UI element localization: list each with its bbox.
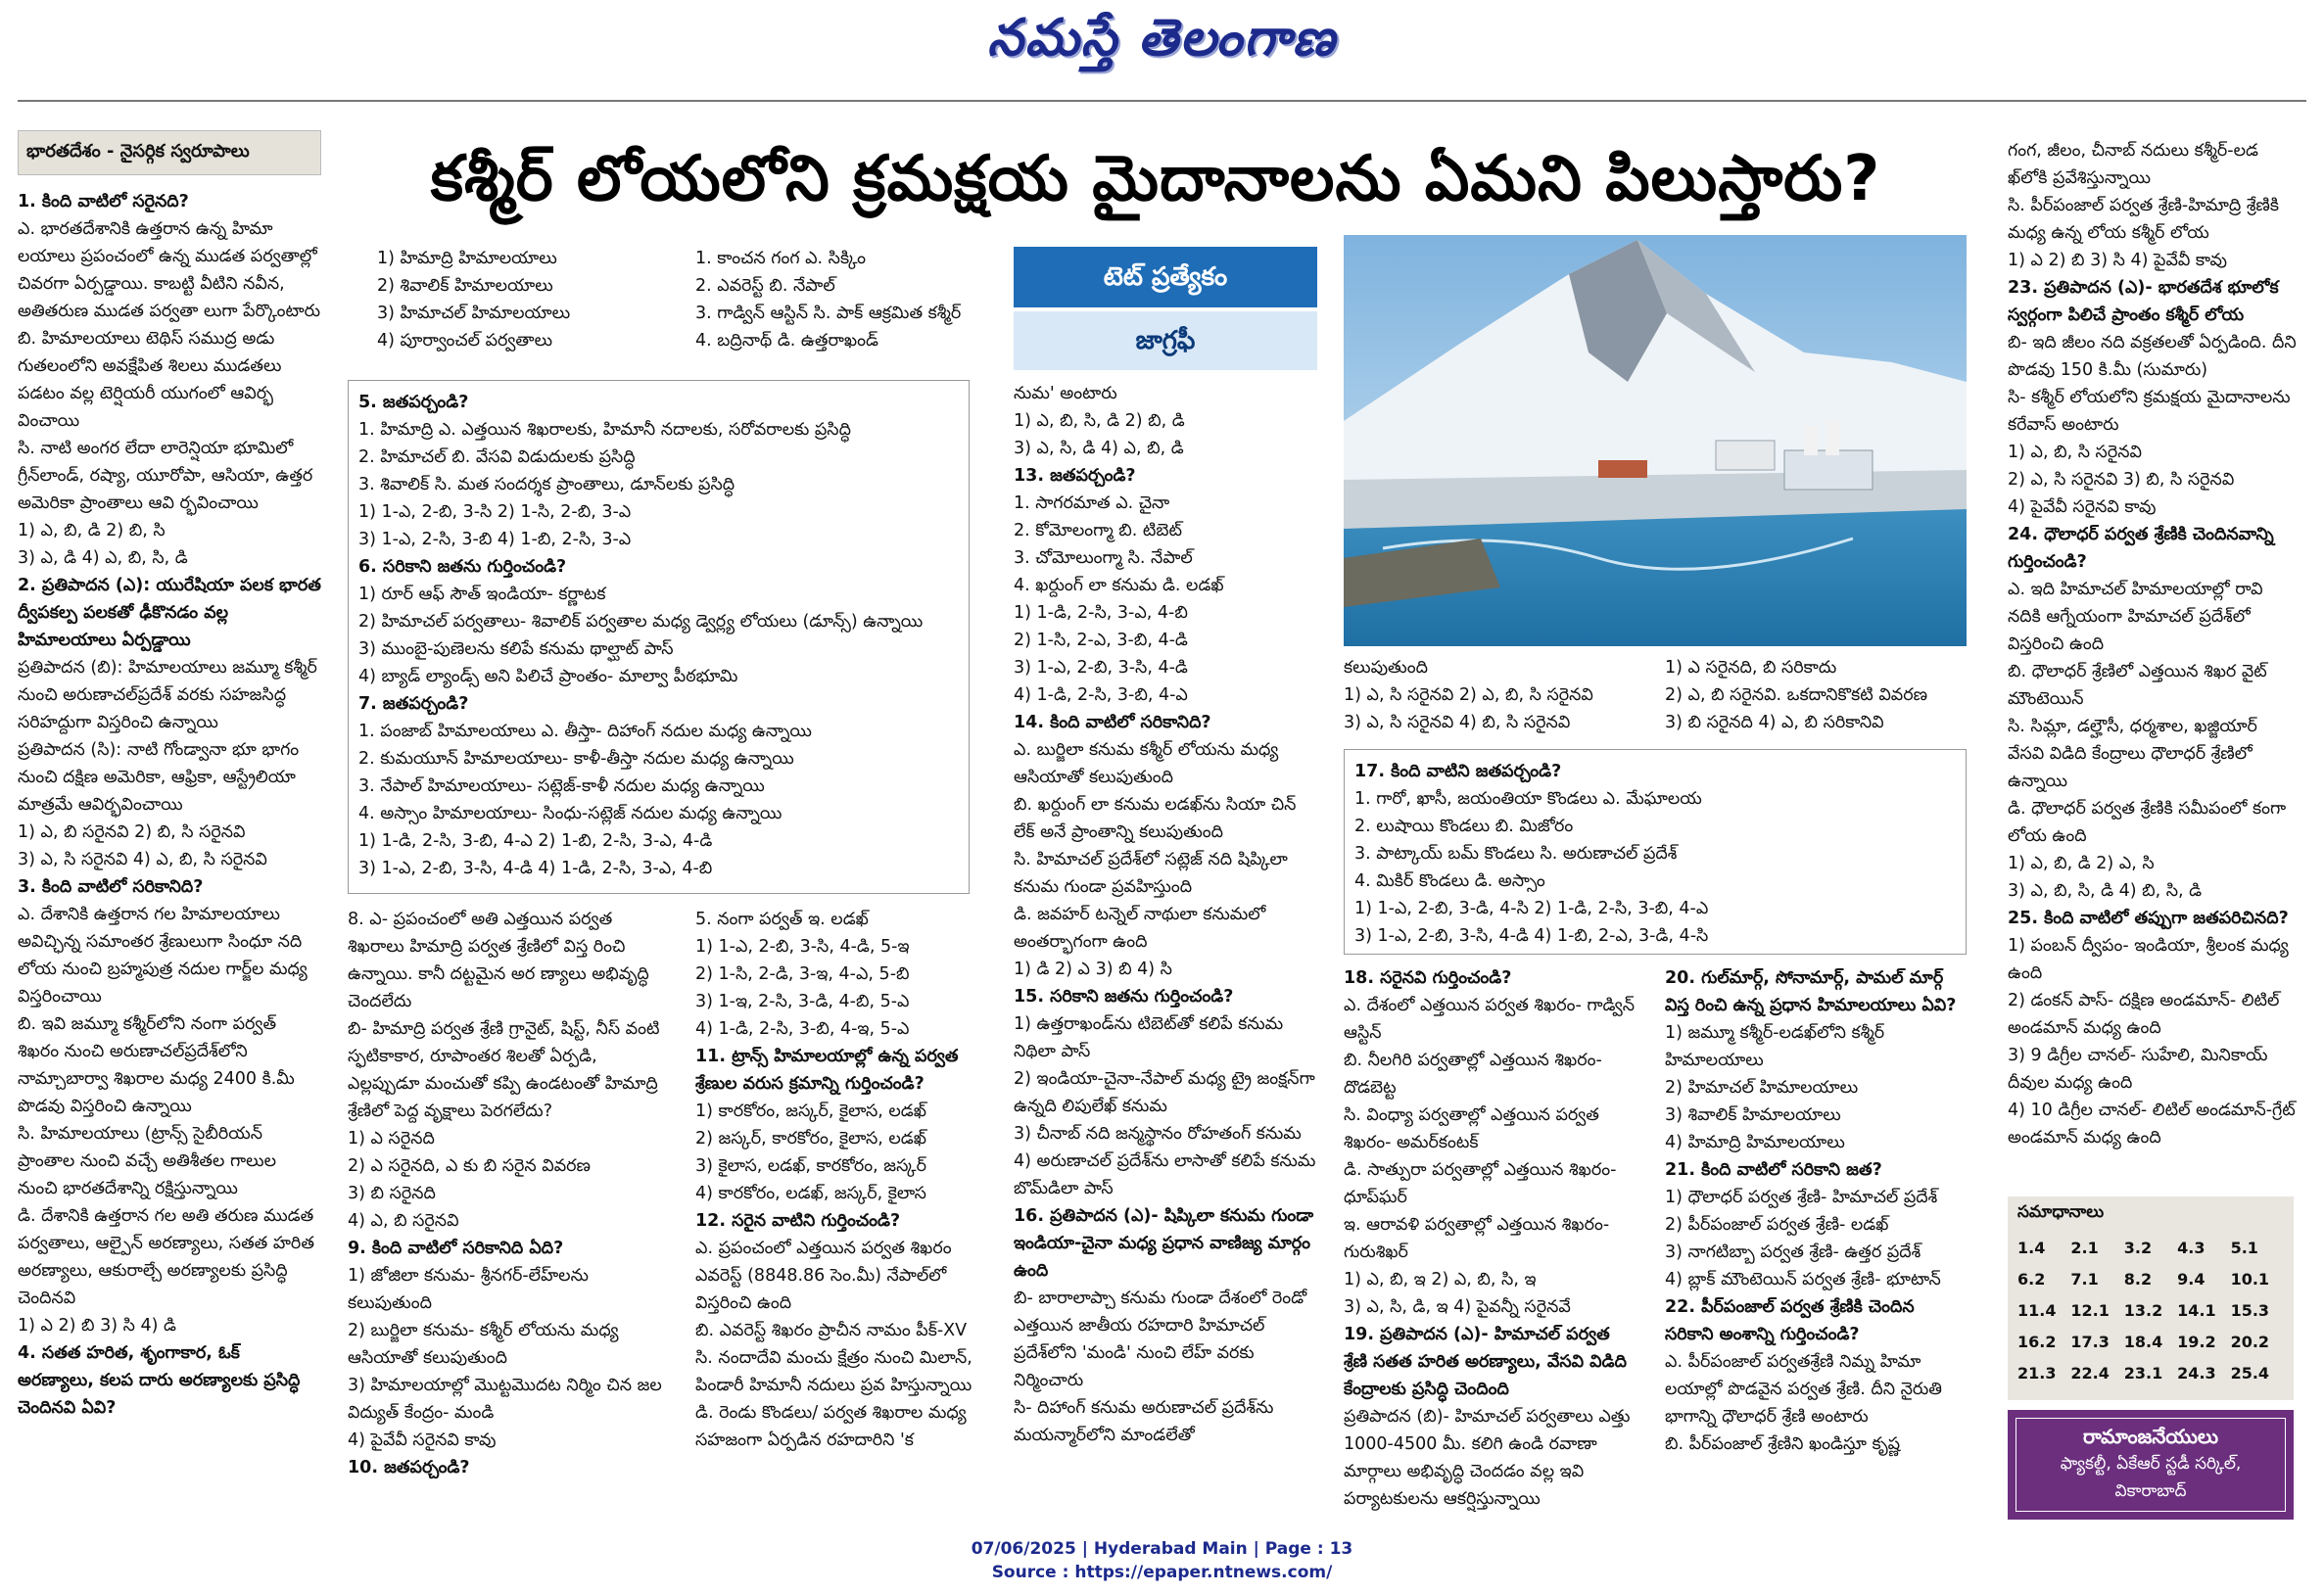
text-line: 3) 1-ఎ, 2-సి, 3-బి 4) 1-బి, 2-సి, 3-ఎ — [358, 530, 632, 549]
column-1-text — [18, 188, 321, 1422]
text-line: 1) ధౌలాధర్ పర్వత శ్రేణి- హిమాచల్ ప్రదేశ్ — [1665, 1188, 1938, 1207]
text-line: 3. శివాలిక్ సి. మత సందర్శక ప్రాంతాలు, డూన్‌లకు ప్రసిద్ధి — [358, 475, 735, 494]
text-line: ఎ. భారతదేశానికి ఉత్తరాన ఉన్న హిమా లయాలు ప్రపంచంలో ఉన్న ముడత పర్వతాల్లో చివరగా ఏర్పడ్డాయి. కాబట్టి వీటిని నవీన, అతితరుణ ముడత పర్వతా లుగా పేర్కొంటారు — [18, 219, 321, 321]
question-line: 4. సతత హరిత, శృంగాకార, ఓక్ అరణ్యాలు, కలప దారు అరణ్యాలకు ప్రసిద్ధి చెందినవి ఏవి? — [18, 1343, 301, 1418]
text-line: 1) ఎ, బి, సి, డి 2) బి, డి — [1014, 411, 1185, 431]
text-line: 4) ఎ, బి సరైనవి — [348, 1211, 459, 1231]
tet-special-banner: టెట్ ప్రత్యేకం — [1014, 247, 1317, 307]
text-line: 3) ఎ, బి, సి, డి 4) బి, సి, డి — [2008, 881, 2203, 901]
text-line: 1) ఎ, బి, సి సరైనవి — [2008, 443, 2142, 462]
text-line: బి. ఇవి జమ్మూ కశ్మీర్‌లోని నంగా పర్వత్ శిఖరం నుంచి అరుణాచల్‌ప్రదేశ్‌లోని నామ్చాబార్వా శిఖరాల మధ్య 2400 కి.మీ పొడవు విస్తరించి ఉన్నాయి — [18, 1014, 295, 1116]
column-2-top — [377, 245, 671, 362]
subject-banner: జాగ్రఫీ — [1014, 311, 1317, 370]
question-line: 2. ప్రతిపాదన (ఎ): యురేషియా పలక భారత ద్వీపకల్ప పలకతో ఢీకొనడం వల్ల హిమాలయాలు ఏర్పడ్డాయి — [18, 576, 321, 650]
column-3-bottom-text — [695, 906, 999, 1454]
answer-cell: 24.3 — [2177, 1363, 2216, 1383]
text-line: 3) కైలాస, లడఖ్, కారకోరం, జస్కర్ — [695, 1156, 926, 1176]
text-line: 4) బ్లాక్ మౌంటెయిన్ పర్వత శ్రేణి- భూటాన్ — [1665, 1270, 1941, 1289]
q4-options — [377, 245, 671, 354]
text-line: 2. లుషాయి కొండలు బి. మిజోరం — [1354, 817, 1574, 836]
text-line: 5. నంగా పర్వత్ ఇ. లడఖ్ — [695, 910, 869, 929]
question-line: 3. కింది వాటిలో సరికానిది? — [18, 877, 204, 897]
text-line: 2. ఎవరెస్ట్ బి. నేపాల్ — [695, 276, 835, 296]
text-line: 4) 1-డి, 2-సి, 3-బి, 4-ఇ, 5-ఎ — [695, 1019, 910, 1039]
text-line: 1) ఎ, బి, డి 2) బి, సి — [18, 521, 166, 540]
answer-cell: 23.1 — [2123, 1363, 2163, 1383]
text-line: బి. పీర్‌పంజాల్ శ్రేణిని ఖండిస్తూ కృష్ణ — [1665, 1434, 1901, 1454]
text-line: 3. నేపాల్ హిమాలయాలు- సట్లెజ్-కాళీ నదుల మధ్య ఉన్నాయి — [358, 776, 765, 796]
text-line: సి. నందాదేవి మంచు క్షేత్రం నుంచి మిలాన్, పిండారీ హిమానీ నదులు ప్రవ హిస్తున్నాయి — [695, 1348, 972, 1395]
text-line: 4) అరుణాచల్ ప్రదేశ్‌ను లాసాతో కలిపే కనుమ బొమ్‌డిలా పాస్ — [1014, 1151, 1316, 1198]
text-line: 1) 1-ఎ, 2-బి, 3-డి, 4-సి 2) 1-డి, 2-సి, 3-బి, 4-ఎ — [1354, 899, 1709, 918]
text-line: 4. మికిర్ కొండలు డి. అస్సాం — [1354, 871, 1545, 891]
question-line: 23. ప్రతిపాదన (ఎ)- భారతదేశ భూలోక స్వర్గంగా పిలిచే ప్రాంతం కశ్మీర్ లోయ — [2008, 278, 2279, 325]
text-line: డి. సాత్పురా పర్వతాల్లో ఎత్తయిన శిఖరం- ధూప్‌ఘర్ — [1344, 1160, 1617, 1207]
answer-cell: 10.1 — [2230, 1269, 2270, 1289]
answer-cell: 22.4 — [2070, 1363, 2110, 1383]
author-affiliation: ఫ్యాకల్టీ, ఏకేఆర్ స్టడీ సర్కిల్, — [2060, 1454, 2242, 1474]
question-line: 19. ప్రతిపాదన (ఎ)- హిమాచల్ పర్వత శ్రేణి సతత హరిత అరణ్యాలు, వేసవి విడిది కేంద్రాలకు ప్రసిద్ధి చెందింది — [1344, 1325, 1627, 1399]
text-line: 2) ఎ, సి సరైనవి 3) బి, సి సరైనవి — [2008, 470, 2235, 490]
column-5-mid — [1344, 654, 1637, 742]
text-line: సి. వింధ్యా పర్వతాల్లో ఎత్తయిన పర్వత శిఖరం- అమర్‌కంటక్ — [1344, 1105, 1599, 1152]
question-line: 6. సరికాని జతను గుర్తించండి? — [358, 557, 567, 577]
column-5 — [1344, 964, 1637, 1518]
text-line: డి. రెండు కొండలు/ పర్వత శిఖరాల మధ్య సహజంగా ఏర్పడిన రహదారిని 'క — [695, 1403, 967, 1450]
text-line: 2) ఎ సరైనది, ఎ కు బి సరైన వివరణ — [348, 1156, 591, 1176]
newspaper-logo: నమస్తే తెలంగాణ — [987, 8, 1337, 68]
text-line: 2) శివాలిక్ హిమాలయాలు — [377, 276, 553, 296]
text-line: 3) ఎ, సి, డి 4) ఎ, బి, డి — [1014, 439, 1184, 458]
text-line: 1) 1-ఎ, 2-బి, 3-సి, 4-డి, 5-ఇ — [695, 937, 910, 957]
text-line: 4) 10 డిగ్రీల చానల్- లిటిల్ అండమాన్-గ్రేట్ అండమాన్ మధ్య ఉంది — [2008, 1101, 2296, 1148]
author-box — [2008, 1410, 2294, 1520]
text-line: 2) పీర్‌పంజాల్ పర్వత శ్రేణి- లడఖ్ — [1665, 1215, 1889, 1235]
text-line: 4) కారకోరం, లడఖ్, జస్కర్, కైలాస — [695, 1184, 926, 1203]
text-line: 1) 1-డి, 2-సి, 3-బి, 4-ఎ 2) 1-బి, 2-సి, 3-ఎ, 4-డి — [358, 831, 713, 851]
question-line: 10. జతపర్చండి? — [348, 1458, 470, 1477]
q16-options — [1344, 654, 1637, 736]
text-line: బి. ఖర్దుంగ్ లా కనుమ లడఖ్‌ను సియా చిన్ లేక్ అనే ప్రాంతాన్ని కలుపుతుంది — [1014, 795, 1297, 842]
footer-source-link[interactable]: Source : https://epaper.ntnews.com/ — [991, 1563, 1333, 1582]
text-line: 8. ఎ- ప్రపంచంలో అతి ఎత్తయిన పర్వత శిఖరాలు హిమాద్రి పర్వత శ్రేణిలో విస్త రించి ఉన్నాయి. కానీ దట్టమైన అర ణ్యాలు అభివృద్ధి చెందలేదు — [348, 910, 649, 1011]
column-3-top — [695, 245, 999, 362]
text-line: ఎ. ఇది హిమాచల్ హిమాలయాల్లో రావి నదికి ఆగ్నేయంగా హిమాచల్ ప్రదేశ్‌లో విస్తరించి ఉంది — [2008, 580, 2263, 654]
text-line: ఎ. దేశంలో ఎత్తయిన పర్వత శిఖరం- గాడ్విన్ ఆస్టిన్ — [1344, 996, 1636, 1043]
text-line: 3) నాగటిబ్బా పర్వత శ్రేణి- ఉత్తర ప్రదేశ్ — [1665, 1242, 1921, 1262]
text-line: 1) జమ్మూ కశ్మీర్-లడఖ్‌లోని కశ్మీర్ హిమాలయాలు — [1665, 1023, 1885, 1070]
question-line: 11. ట్రాన్స్ హిమాలయాల్లో ఉన్న పర్వత శ్రేణుల వరుస క్రమాన్ని గుర్తించండి? — [695, 1047, 959, 1094]
column-4 — [1014, 380, 1317, 1516]
masthead — [0, 0, 2324, 88]
author-name: రామాంజనేయులు — [2082, 1425, 2219, 1448]
column-7-text — [2008, 137, 2297, 1151]
text-line: 3) శివాలిక్ హిమాలయాలు — [1665, 1105, 1841, 1125]
text-line: 1) ఎ సరైనది — [348, 1129, 435, 1149]
author-location: వికారాబాద్ — [2114, 1481, 2187, 1501]
answer-cell: 6.2 — [2017, 1269, 2046, 1289]
text-line: 4) పైవేవీ సరైనవి కావు — [2008, 497, 2157, 517]
question-17-box — [1344, 749, 1967, 955]
answer-cell: 21.3 — [2017, 1363, 2057, 1383]
answers-title: సమాధానాలు — [2017, 1202, 2105, 1222]
text-line: 2) డంకన్ పాస్- దక్షిణ అండమాన్- లిటిల్ అండమాన్ మధ్య ఉంది — [2008, 991, 2280, 1038]
text-line: 2) ఎ, బి సరైనవి. ఒకదానికొకటి వివరణ — [1665, 685, 1928, 705]
text-line: కలుపుతుంది — [1344, 658, 1428, 678]
column-7 — [2008, 137, 2297, 1185]
text-line: 1) ఎ 2) బి 3) సి 4) డి — [18, 1316, 176, 1336]
text-line: సి. హిమాచల్ ప్రదేశ్‌లో సట్లెజ్ నది షిప్కిలా కనుమ గుండా ప్రవహిస్తుంది — [1014, 850, 1288, 897]
answer-cell: 25.4 — [2230, 1363, 2270, 1383]
text-line: 3) ఎ, సి సరైనవి 4) బి, సి సరైనవి — [1344, 713, 1571, 732]
text-line: 1) ఎ సరైనది, బి సరికాదు — [1665, 658, 1837, 678]
text-line: 1) హిమాద్రి హిమాలయాలు — [377, 249, 557, 268]
masthead-divider — [18, 100, 2306, 102]
text-line: సి. నాటి అంగర లేదా లారెన్షియా భూమిలో గ్రీన్‌లాండ్, రష్యా, యూరోపా, ఆసియా, ఉత్తర అమెరికా ప్రాంతాలు ఆవి ర్భవించాయి — [18, 439, 313, 513]
answers-table — [2017, 1232, 2284, 1388]
answer-cell: 3.2 — [2123, 1238, 2153, 1257]
text-line: 3) ఎ, డి 4) ఎ, బి, సి, డి — [18, 548, 188, 568]
question-line: 1. కింది వాటిలో సరైనది? — [18, 192, 189, 211]
text-line: సి. హిమాలయాలు (ట్రాన్స్ సైబీరియన్ ప్రాంతాల నుంచి వచ్చే అతిశీతల గాలుల నుంచి భారతదేశాన్ని రక్షిస్తున్నాయి — [18, 1124, 276, 1198]
column-6-text — [1665, 964, 1968, 1458]
answers-row — [2017, 1232, 2284, 1263]
text-line: 3. చోమోలుంగ్మా సి. నేపాల్ — [1014, 548, 1193, 568]
answer-cell: 5.1 — [2230, 1238, 2258, 1257]
text-line: 4. ఖర్దుంగ్ లా కనుమ డి. లడఖ్ — [1014, 576, 1224, 595]
answer-cell: 1.4 — [2017, 1238, 2046, 1257]
column-4-text — [1014, 380, 1317, 1449]
box-2-text — [1354, 758, 1956, 950]
question-line: 9. కింది వాటిలో సరికానిది ఏది? — [348, 1239, 564, 1258]
box-1-text — [358, 389, 959, 882]
answer-cell: 18.4 — [2123, 1332, 2163, 1351]
text-line: ఎ. దేశానికి ఉత్తరాన గల హిమాలయాలు అవిచ్ఛిన్న సమాంతర శ్రేణులుగా సింధూ నది లోయ నుంచి బ్రహ్మపుత్ర నదుల గార్జ్‌ల మధ్య విస్తరించాయి — [18, 905, 308, 1007]
column-5-text — [1344, 964, 1637, 1513]
text-line: 1) ఎ, బి సరైనవి 2) బి, సి సరైనవి — [18, 822, 246, 842]
text-line: 3) 1-ఎ, 2-బి, 3-సి, 4-డి — [1014, 658, 1188, 678]
text-line: 3) చీనాబ్ నది జన్మస్థానం రోహతంగ్ కనుమ — [1014, 1124, 1302, 1144]
text-line: 4) హిమాద్రి హిమాలయాలు — [1665, 1133, 1845, 1152]
answer-cell: 8.2 — [2123, 1269, 2153, 1289]
text-line: బి- బారాలాప్చా కనుమ గుండా దేశంలో రెండో ఎత్తయిన జాతీయ రహదారి హిమాచల్ ప్రదేశ్‌లోని 'మండి' నుంచి లేహ్ వరకు నిర్మించారు — [1014, 1289, 1307, 1390]
text-line: ప్రతిపాదన (సి): నాటి గోండ్వానా భూ భాగం నుంచి దక్షిణ అమెరికా, ఆఫ్రికా, ఆస్ట్రేలియా మాత్రమే ఆవిర్భవించాయి — [18, 740, 300, 815]
questions-5-7-box — [348, 380, 970, 894]
text-line: 2) 1-సి, 2-ఎ, 3-బి, 4-డి — [1014, 631, 1188, 650]
text-line: 1) పంబన్ ద్వీపం- ఇండియా, శ్రీలంక మధ్య ఉంది — [2008, 936, 2289, 983]
text-line: 3) 1-ఇ, 2-సి, 3-డి, 4-బి, 5-ఎ — [695, 992, 910, 1011]
text-line: డి. దేశానికి ఉత్తరాన గల అతి తరుణ ముడత పర్వతాలు, ఆల్పైన్ అరణ్యాలు, సతత హరిత అరణ్యాలు, ఆకురాల్చే అరణ్యాలకు ప్రసిద్ధి చెందినవి — [18, 1206, 314, 1308]
question-line: 12. సరైన వాటిని గుర్తించండి? — [695, 1211, 901, 1231]
footer-edition-info: 07/06/2025 | Hyderabad Main | Page : 13 — [971, 1539, 1353, 1559]
text-line: 1) 1-డి, 2-సి, 3-ఎ, 4-బి — [1014, 603, 1188, 623]
article-headline: కశ్మీర్ లోయలోని క్రమక్షయ మైదానాలను ఏమని పిలుస్తారు? — [430, 143, 1881, 215]
question-line: 5. జతపర్చండి? — [358, 393, 469, 412]
text-line: ఎ. పీర్‌పంజాల్ పర్వతశ్రేణి నిమ్న హిమా లయాల్లో పొడవైన పర్వత శ్రేణి. దీని నైరుతి భాగాన్ని ధౌలాధర్ శ్రేణి అంటారు — [1665, 1352, 1942, 1427]
answer-cell: 16.2 — [2017, 1332, 2057, 1351]
answers-row — [2017, 1326, 2284, 1357]
question-line: 25. కింది వాటిలో తప్పుగా జతపరిచినది? — [2008, 909, 2289, 928]
text-line: 1. సాగరమాత ఎ. చైనా — [1014, 493, 1170, 513]
text-line: 1) ఎ, సి సరైనవి 2) ఎ, బి, సి సరైనవి — [1344, 685, 1593, 705]
text-line: 1) జోజిలా కనుమ- శ్రీనగర్-లేహ్‌లను కలుపుతుంది — [348, 1266, 589, 1313]
question-line: 20. గుల్‌మార్గ్, సోనామార్గ్, పామల్ మార్గ్ విస్త రించి ఉన్న ప్రధాన హిమాలయాలు ఏవి? — [1665, 968, 1957, 1015]
answers-row — [2017, 1294, 2284, 1326]
question-line: 15. సరికాని జతను గుర్తించండి? — [1014, 987, 1234, 1007]
answer-cell: 9.4 — [2177, 1269, 2205, 1289]
text-line: 3) 9 డిగ్రీల చానల్- సుహేలి, మినికాయ్ దీవుల మధ్య ఉంది — [2008, 1046, 2268, 1093]
answer-cell: 20.2 — [2230, 1332, 2270, 1351]
question-line: 21. కింది వాటిలో సరికాని జత? — [1665, 1160, 1882, 1180]
text-line: 1) 1-ఎ, 2-బి, 3-సి 2) 1-సి, 2-బి, 3-ఎ — [358, 502, 632, 522]
text-line: 1) డి 2) ఎ 3) బి 4) సి — [1014, 960, 1172, 979]
q10-matching — [695, 245, 999, 354]
text-line: ఎ. ప్రపంచంలో ఎత్తయిన పర్వత శిఖరం ఎవరెస్ట్ (8848.86 సెం.మీ) నేపాల్‌లో విస్తరించి ఉంది — [695, 1239, 952, 1313]
column-3-bottom — [695, 906, 999, 1518]
text-line: 4) పైవేవీ సరైనవి కావు — [348, 1430, 497, 1450]
text-line: బి. హిమాలయాలు టెథిస్ సముద్ర అడు గుతలంలోని అవక్షేపిత శిలలు ముడతలు పడటం వల్ల టెర్షియరీ యుగంలో ఆవిర్భ వించాయి — [18, 329, 282, 431]
text-line: 1) ఎ, బి, ఇ 2) ఎ, బి, సి, ఇ — [1344, 1270, 1537, 1289]
text-line: 1. కాంచన గంగ ఎ. సిక్కిం — [695, 249, 866, 268]
answer-cell: 2.1 — [2070, 1238, 2099, 1257]
text-line: 2) 1-సి, 2-డి, 3-ఇ, 4-ఎ, 5-బి — [695, 964, 910, 984]
text-line: బి. నీలగిరి పర్వతాల్లో ఎత్తయిన శిఖరం- దొడబెట్ట — [1344, 1051, 1602, 1098]
text-line: 2. కోమోలంగ్మా బి. టిబెట్ — [1014, 521, 1183, 540]
text-line: ప్రతిపాదన (బి): హిమాలయాలు జమ్మూ కశ్మీర్ నుంచి అరుణాచల్‌ప్రదేశ్ వరకు సహజసిద్ధ సరిహద్దుగా విస్తరించి ఉన్నాయి — [18, 658, 317, 732]
text-line: 4) పూర్వాంచల్ పర్వతాలు — [377, 331, 553, 351]
text-line: సి- కశ్మీర్ లోయలోని క్రమక్షయ మైదానాలను కరేవాస్ అంటారు — [2008, 388, 2291, 435]
text-line: డి. ధౌలాధర్ పర్వత శ్రేణికి సమీపంలో కంగా లోయ ఉంది — [2008, 799, 2287, 846]
text-line: సి- దిహాంగ్ కనుమ అరుణాచల్ ప్రదేశ్‌ను మయన్మార్‌లోని మాండలేతో — [1014, 1398, 1274, 1445]
text-line: 3) ఎ, సి, డి, ఇ 4) పైవన్నీ సరైనవే — [1344, 1297, 1571, 1317]
text-line: 3) 1-ఎ, 2-బి, 3-సి, 4-డి 4) 1-బి, 2-ఎ, 3-డి, 4-సి — [1354, 926, 1709, 946]
text-line: 1. హిమాద్రి ఎ. ఎత్తయిన శిఖరాలకు, హిమానీ నదాలకు, సరోవరాలకు ప్రసిద్ధి — [358, 420, 851, 440]
text-line: గంగ, జీలం, చీనాబ్ నదులు కశ్మీర్-లడ ఖ్‌లోకి ప్రవేశిస్తున్నాయి — [2008, 141, 2258, 188]
text-line: సి. సిమ్లా, డల్హౌసీ, ధర్మశాల, ఖజ్జియార్ వేసవి విడిది కేంద్రాలు ధౌలాధర్ శ్రేణిలో ఉన్నాయి — [2008, 717, 2257, 791]
answer-cell: 12.1 — [2070, 1300, 2110, 1320]
question-line: 17. కింది వాటిని జతపర్చండి? — [1354, 762, 1562, 781]
text-line: 3) హిమాలయాల్లో మొట్టమొదట నిర్మిం చిన జల విద్యుత్ కేంద్రం- మండి — [348, 1376, 662, 1423]
text-line: 1) ఉత్తరాఖండ్‌ను టిబెట్‌తో కలిపే కనుమ నిథిలా పాస్ — [1014, 1014, 1284, 1061]
column-6-mid — [1665, 654, 1968, 742]
mountain-photo — [1344, 235, 1967, 646]
text-line: 4. బద్రినాథ్ డి. ఉత్తరాఖండ్ — [695, 331, 878, 351]
answer-cell: 17.3 — [2070, 1332, 2110, 1351]
text-line: 2) హిమాచల్ హిమాలయాలు — [1665, 1078, 1859, 1098]
mountain-landscape-image — [1344, 235, 1967, 646]
text-line: 3) ఎ, సి సరైనవి 4) ఎ, బి, సి సరైనవి — [18, 850, 267, 869]
column-6 — [1665, 964, 1968, 1518]
text-line: బి. ఎవరెస్ట్ శిఖరం ప్రాచీన నామం పీక్-XV — [695, 1321, 968, 1340]
column-1 — [18, 188, 321, 1539]
text-line: డి. జవహర్ టన్నెల్ నాథులా కనుమలో అంతర్భాగంగా ఉంది — [1014, 905, 1266, 952]
question-line: 7. జతపర్చండి? — [358, 694, 469, 714]
text-line: 1) ఎ, బి, డి 2) ఎ, సి — [2008, 854, 2155, 873]
text-line: 1) ఎ 2) బి 3) సి 4) పైవేవీ కావు — [2008, 251, 2227, 270]
q19-options — [1665, 654, 1968, 736]
question-line: 22. పీర్‌పంజాల్ పర్వత శ్రేణికి చెందిన సరికాని అంశాన్ని గుర్తించండి? — [1665, 1297, 1915, 1344]
answers-row — [2017, 1263, 2284, 1294]
text-line: 1. గారో, ఖాసీ, జయంతియా కొండలు ఎ. మేఘాలయ — [1354, 789, 1702, 809]
text-line: 2) బుర్జిలా కనుమ- కశ్మీర్ లోయను మధ్య ఆసియాతో కలుపుతుంది — [348, 1321, 619, 1368]
topic-tag: భారతదేశం - నైసర్గిక స్వరూపాలు — [18, 130, 321, 175]
text-line: సి. పీర్‌పంజాల్ పర్వత శ్రేణి-హిమాద్రి శ్రేణికి మధ్య ఉన్న లోయ కశ్మీర్ లోయ — [2008, 196, 2280, 243]
text-line: 2. హిమాచల్ బి. వేసవి విడుదులకు ప్రసిద్ధి — [358, 447, 636, 467]
text-line: 3. గాడ్విన్ ఆస్టిన్ సి. పాక్ ఆక్రమిత కశ్మీర్ — [695, 304, 962, 323]
text-line: 2) ఇండియా-చైనా-నేపాల్ మధ్య ట్రై జంక్షన్‌గా ఉన్నది లిపులేఖ్ కనుమ — [1014, 1069, 1315, 1116]
question-line: 24. ధౌలాధర్ పర్వత శ్రేణికి చెందినవాన్ని గుర్తించండి? — [2008, 525, 2274, 572]
text-line: 3) ముంబై-పుణెలను కలిపే కనుమ థాల్ఘాట్ పాస్ — [358, 639, 674, 659]
text-line: 3) హిమాచల్ హిమాలయాలు — [377, 304, 571, 323]
answer-cell: 11.4 — [2017, 1300, 2057, 1320]
question-line: 18. సరైనవి గుర్తించండి? — [1344, 968, 1512, 988]
text-line: 3) 1-ఎ, 2-బి, 3-సి, 4-డి 4) 1-డి, 2-సి, 3-ఎ, 4-బి — [358, 859, 713, 878]
answer-cell: 14.1 — [2177, 1300, 2216, 1320]
text-line: 1. పంజాబ్ హిమాలయాలు ఎ. తీస్తా- దిహాంగ్ నదుల మధ్య ఉన్నాయి — [358, 722, 812, 741]
text-line: బి- ఇది జీలం నది వక్రతలతో ఏర్పడింది. దీని పొడవు 150 కి.మీ (సుమారు) — [2008, 333, 2297, 380]
answer-cell: 7.1 — [2070, 1269, 2099, 1289]
text-line: బి- హిమాద్రి పర్వత శ్రేణి గ్రానైట్, షిస్ట్, నీస్ వంటి స్ఫటికాకార, రూపాంతర శిలతో ఏర్పడి, ఎల్లప్పుడూ మంచుతో కప్పి ఉండటంతో హిమాద్రి శ్రేణిలో పెద్ద వృక్షాలు పెరగలేదు? — [348, 1019, 660, 1121]
answer-cell: 4.3 — [2177, 1238, 2205, 1257]
answer-cell: 19.2 — [2177, 1332, 2216, 1351]
text-line: ప్రతిపాదన (బి)- హిమాచల్ పర్వతాలు ఎత్తు 1000-4500 మీ. కలిగి ఉండి రవాణా మార్గాలు అభివృద్ధి చెందడం వల్ల ఇవి పర్యాటకులను ఆకర్షిస్తున్నాయి — [1344, 1407, 1631, 1509]
question-line: 14. కింది వాటిలో సరికానిది? — [1014, 713, 1211, 732]
text-line: 4) బ్యాడ్ ల్యాండ్స్ అని పిలిచే ప్రాంతం- మాల్వా పీఠభూమి — [358, 667, 738, 686]
answers-box — [2008, 1196, 2294, 1400]
text-line: 3. పాట్కాయ్ బమ్ కొండలు సి. అరుణాచల్ ప్రదేశ్ — [1354, 844, 1678, 864]
text-line: 2. కుమయూన్ హిమాలయాలు- కాళీ-తీస్తా నదుల మధ్య ఉన్నాయి — [358, 749, 794, 769]
answer-cell: 15.3 — [2230, 1300, 2270, 1320]
text-line: నుమ' అంటారు — [1014, 384, 1117, 403]
text-line: 2) హిమాచల్ పర్వతాలు- శివాలిక్ పర్వతాల మధ్య డ్వెర్ల్య లోయలు (డూన్స్) ఉన్నాయి — [358, 612, 924, 632]
column-2-bottom-text — [348, 906, 671, 1481]
text-line: ఎ. బుర్జిలా కనుమ కశ్మీర్ లోయను మధ్య ఆసియాతో కలుపుతుంది — [1014, 740, 1279, 787]
text-line: 2) జస్కర్, కారకోరం, కైలాస, లడఖ్ — [695, 1129, 926, 1149]
text-line: 3) బి సరైనది — [348, 1184, 436, 1203]
text-line: 1) రూర్ ఆఫ్ సౌత్ ఇండియా- కర్ణాటక — [358, 585, 606, 604]
question-line: 16. ప్రతిపాదన (ఎ)- షిప్కిలా కనుమ గుండా ఇండియా-చైనా మధ్య ప్రధాన వాణిజ్య మార్గం ఉంది — [1014, 1206, 1314, 1281]
text-line: 4) 1-డి, 2-సి, 3-బి, 4-ఎ — [1014, 685, 1188, 705]
text-line: 3) బి సరైనది 4) ఎ, బి సరికానివి — [1665, 713, 1884, 732]
text-line: 4. అస్సాం హిమాలయాలు- సింధు-సట్లెజ్ నదుల మధ్య ఉన్నాయి — [358, 804, 783, 823]
answer-cell: 13.2 — [2123, 1300, 2163, 1320]
column-2-bottom — [348, 906, 671, 1518]
text-line: 1) కారకోరం, జస్కర్, కైలాస, లడఖ్ — [695, 1102, 926, 1121]
text-line: బి. ధౌలాధర్ శ్రేణిలో ఎత్తయిన శిఖర వైట్ మౌంటెయిన్ — [2008, 662, 2267, 709]
text-line: ఇ. ఆరావళి పర్వతాల్లో ఎత్తయిన శిఖరం- గురుశిఖర్ — [1344, 1215, 1610, 1262]
question-line: 13. జతపర్చండి? — [1014, 466, 1136, 486]
answers-row — [2017, 1357, 2284, 1388]
